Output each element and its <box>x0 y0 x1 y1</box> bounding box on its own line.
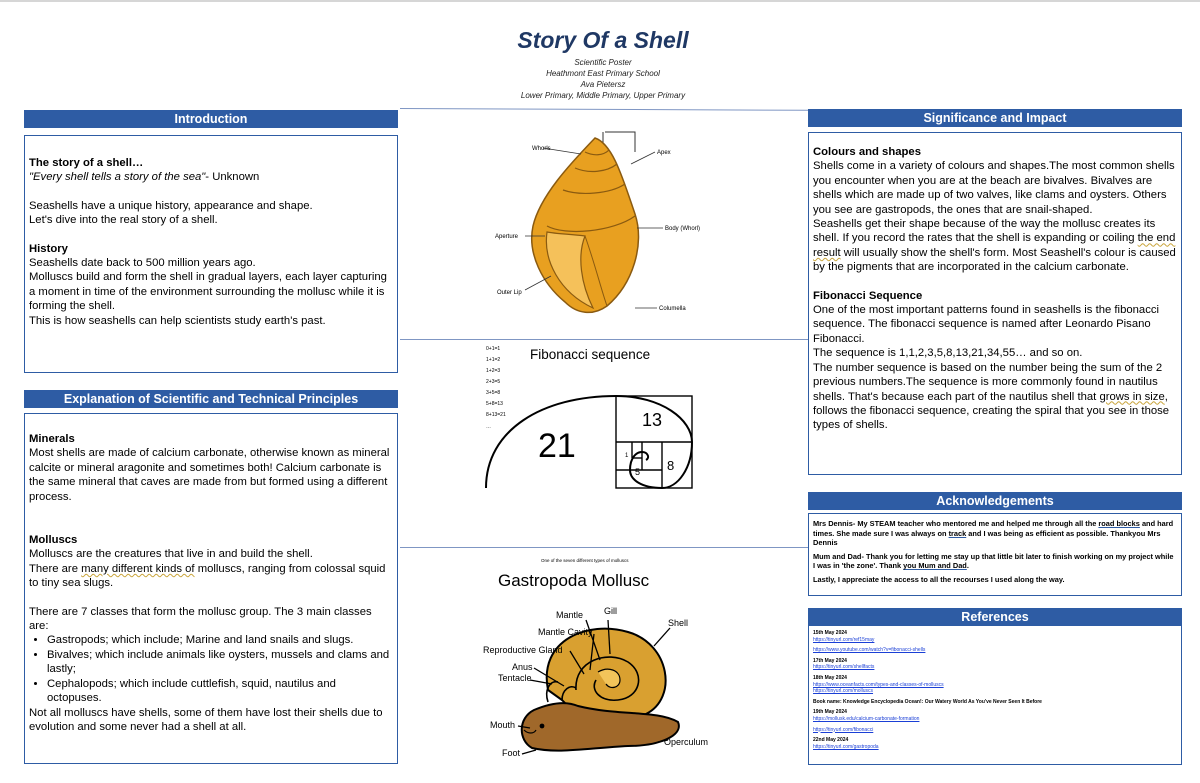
top-border <box>0 0 1200 2</box>
intro-quote: "Every shell tells a story of the sea" <box>29 171 206 184</box>
gastropod-title: Gastropoda Mollusc <box>498 571 650 590</box>
colours-text-flagged: the end result <box>813 232 1176 259</box>
history-paragraph: Seashells date back to 500 million years ago. <box>29 257 256 270</box>
gastropod-label: Tentacle <box>498 673 532 683</box>
fibonacci-heading: Fibonacci Sequence <box>813 289 923 302</box>
significance-box <box>808 132 1182 475</box>
shell-label: Body (Whorl) <box>665 226 701 232</box>
fibonacci-number: 13 <box>642 410 663 430</box>
fibonacci-side-item: 1+2=3 <box>486 368 501 374</box>
reference-link[interactable]: https://tinyurl.com/fibonacci <box>813 726 874 733</box>
significance-header: Significance and Impact <box>808 109 1182 127</box>
reference-link[interactable]: https://tinyurl.com/gastropoda <box>813 743 879 750</box>
reference-date: 15th May 2024 <box>813 630 847 636</box>
fibonacci-side-item: 5+8=13 <box>486 401 503 407</box>
reference-link[interactable]: https://www.oceanfacts.com/types-and-classes-of-molluscs <box>813 681 944 688</box>
fibonacci-paragraph <box>813 361 1177 433</box>
molluscs-closing: Not all molluscs have shells, some of them have lost their shells due to evolution and some never had a shell at all. <box>29 706 383 733</box>
reference-link[interactable]: https://tinyurl.com/ref15may <box>813 636 875 643</box>
molluscs-text: molluscs, ranging from colossal squid to tiny sea slugs. <box>29 562 386 590</box>
author-name: Ava Pietersz <box>580 80 626 89</box>
gastropod-label: Shell <box>668 618 689 628</box>
acknowledgements-header: Acknowledgements <box>808 492 1182 510</box>
references-box <box>808 625 1182 765</box>
intro-paragraph: Let's dive into the real story of a shell. <box>29 214 218 227</box>
fibonacci-side-list <box>486 346 506 430</box>
poster-title-block <box>440 27 766 101</box>
grade-levels: Lower Primary, Middle Primary, Upper Primary <box>520 91 686 100</box>
colours-text: Seashells get their shape because of the way the mollusc creates its shell. If you record the rates that the shell is expanding or coiling <box>813 218 1156 245</box>
intro-title: The story of a shell… <box>29 157 144 169</box>
ack-text-flagged: you Mum and Dad <box>903 561 967 571</box>
acknowledgements-box <box>808 513 1182 596</box>
ack-text-flagged: road blocks <box>1098 519 1140 528</box>
gastropod-label: Anus <box>512 662 533 672</box>
ack-text: and I was being as efficient as possible. Thankyou Mrs Dennis <box>813 528 1161 548</box>
fibonacci-text: The number sequence is based on the number being the sum of the 2 previous numbers.The sequence is more commonly found in nautilus shells. That's because each part of the nautilus shell that <box>813 361 1163 403</box>
fibonacci-text: , follows the fibonacci sequence, creating the spiral that you see in those types of shells. <box>813 390 1170 432</box>
colours-heading: Colours and shapes <box>813 146 921 158</box>
reference-link[interactable]: https://tinyurl.com/molluscs <box>813 688 874 695</box>
ack-text-flagged: track <box>948 528 967 538</box>
fibonacci-side-item: 8+13=21 <box>486 412 506 418</box>
fibonacci-number: 8 <box>667 458 675 473</box>
gastropod-label: Foot <box>502 748 521 758</box>
snail-body <box>522 703 679 751</box>
classes-intro: There are 7 classes that form the mollusc group. The 3 main classes are: <box>29 605 372 633</box>
molluscs-paragraph: Molluscs are the creatures that live in and build the shell. <box>29 548 313 561</box>
fibonacci-number: 21 <box>538 427 576 465</box>
shell-diagram <box>485 124 715 324</box>
school-name: Heathmont East Primary School <box>546 69 660 78</box>
list-item: • Bivalves; which include animals like oysters, mussels and clams and lastly; <box>47 648 393 677</box>
molluscs-heading: Molluscs <box>29 534 78 547</box>
shell-label: Apex <box>657 150 671 156</box>
connector-line <box>400 547 808 548</box>
poster-title: Story Of a Shell <box>517 27 689 53</box>
ack-parents <box>813 552 1177 571</box>
history-paragraph: Molluscs build and form the shell in gradual layers, each layer capturing a moment in time of the environment surrounding the mollusc while it is forming the shell. <box>29 271 387 313</box>
intro-paragraph: Seashells have a unique history, appearance and shape. <box>29 199 313 212</box>
reference-date: 17th May 2024 <box>813 657 847 664</box>
reference-link[interactable]: https://mollusk.edu/calcium-carbonate-formation <box>813 715 920 722</box>
mollusc-class-list <box>29 633 393 705</box>
minerals-heading: Minerals <box>29 433 75 445</box>
shell-label: Columella <box>659 306 686 312</box>
fibonacci-text-flagged: grows in size <box>1099 390 1165 403</box>
ack-text: . <box>966 561 969 571</box>
ack-resources: Lastly, I appreciate the access to all the recourses I used along the way. <box>813 574 1065 584</box>
fibonacci-side-item: … <box>486 424 491 430</box>
connector-line <box>400 108 808 111</box>
fibonacci-paragraph: The sequence is 1,1,2,3,5,8,13,21,34,55… and so on. <box>813 347 1083 360</box>
list-item: • Cephalopods; which include cuttlefish, squid, nautilus and octopuses. <box>47 677 393 706</box>
gastropod-label: Mouth <box>490 720 516 730</box>
molluscs-text: There are <box>29 562 82 575</box>
fibonacci-side-item: 1+1=2 <box>486 357 501 363</box>
colours-paragraph: Shells come in a variety of colours and shapes.The most common shells you encounter when you are at the beach are bivalves. Bivalves are shells which are made up of two valves, like clams and oysters. Others you see are gastropods, the ones that are snail-shaped. <box>813 160 1175 216</box>
fibonacci-number: 1 <box>625 453 629 459</box>
intro-quote-attribution: - Unknown <box>205 171 260 184</box>
fibonacci-side-item: 0+1=1 <box>486 346 501 352</box>
ack-text: Mrs Dennis- My STEAM teacher who mentored me and helped me through all the <box>813 519 1099 528</box>
reference-date: 18th May 2024 <box>813 674 847 681</box>
molluscs-text-flagged: many different kinds of <box>81 562 195 575</box>
shell-label: Whorls <box>532 146 551 152</box>
list-item: • Gastropods; which include; Marine and land snails and slugs. <box>47 633 393 647</box>
gastropod-label: Reproductive Gland <box>483 645 563 655</box>
shell-label: Aperture <box>495 234 519 240</box>
gastropod-label: Mantle <box>556 610 584 620</box>
gastropod-label: Mantle Cavity <box>538 627 593 637</box>
fibonacci-side-item: 3+5=8 <box>486 390 501 396</box>
history-heading: History <box>29 242 68 255</box>
fibonacci-figure <box>482 340 702 500</box>
poster-subtitle: Scientific Poster <box>574 58 632 67</box>
fibonacci-figure-title: Fibonacci sequence <box>530 347 651 362</box>
gastropod-label: Gill <box>604 606 617 616</box>
intro-quote-line <box>29 170 393 184</box>
reference-book: Book name: Knowledge Encyclopedia Ocean!: Our Watery World As You've Never Seen It Before <box>813 698 1042 705</box>
ack-text: Mum and Dad- Thank you for letting me stay up that little bit later to finish working on my project while I was in 'the zone'. Thank <box>813 551 1174 571</box>
history-paragraph: This is how seashells can help scientists study earth's past. <box>29 314 326 327</box>
ack-text: and hard times. She made sure I was always on <box>813 519 1174 538</box>
explanation-box <box>24 413 398 764</box>
fibonacci-paragraph: One of the most important patterns found in seashells is the fibonacci sequence. The fibonacci sequence is named after Leonardo Pisano Fibonacci. <box>813 304 1160 345</box>
explanation-header: Explanation of Scientific and Technical Principles <box>24 390 398 408</box>
reference-link[interactable]: https://www.youtube.com/watch?v=fibonacci-shells <box>813 647 926 654</box>
reference-link[interactable]: https://tinyurl.com/shellfacts <box>813 664 875 671</box>
reference-date: 22nd May 2024 <box>813 737 849 744</box>
colours-text: will usually show the shell's form. Most Seashell's colour is caused by the pigments that are incorporated in the calcium carbonate. <box>813 246 1176 274</box>
ack-teacher <box>813 519 1177 548</box>
shell-label: Outer Lip <box>497 290 522 296</box>
references-header: References <box>808 608 1182 626</box>
introduction-header: Introduction <box>24 110 398 128</box>
minerals-paragraph: Most shells are made of calcium carbonate, otherwise known as mineral calcite or mineral aragonite and sometimes both! Calcium carbonate is the same mineral that caves are made from but formed using a different process. <box>29 447 390 503</box>
gastropod-label: Operculum <box>664 737 709 747</box>
introduction-box <box>24 135 398 373</box>
gastropod-caption: One of the seven different types of molluscs <box>541 558 629 563</box>
molluscs-paragraph <box>29 562 393 591</box>
fibonacci-number: 5 <box>635 467 641 477</box>
reference-date: 19th May 2024 <box>813 709 847 716</box>
colours-paragraph <box>813 217 1177 275</box>
fibonacci-side-item: 2+3=5 <box>486 379 501 385</box>
gastropod-figure <box>478 550 738 765</box>
